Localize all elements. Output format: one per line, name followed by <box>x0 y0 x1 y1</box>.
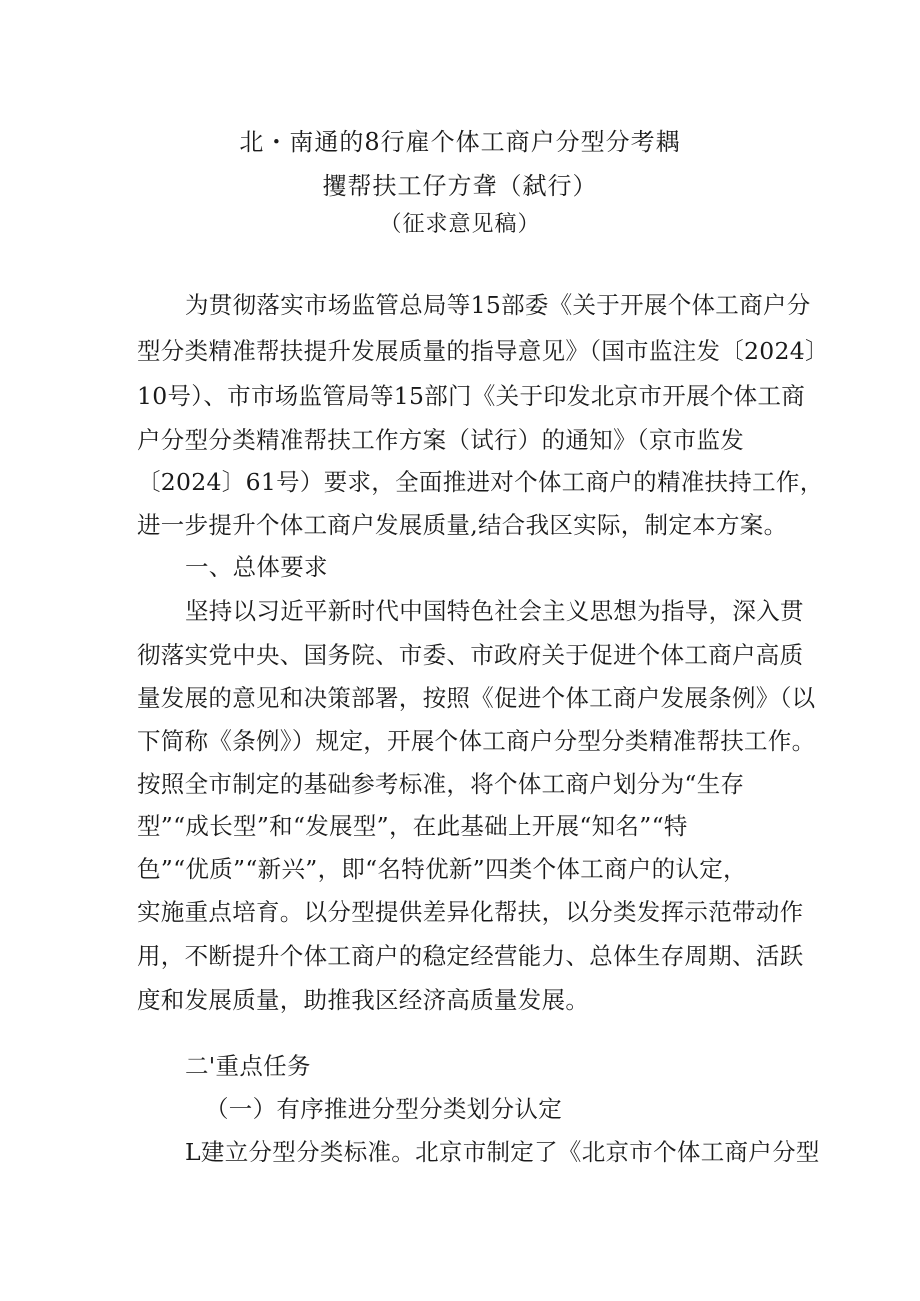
intro-line: 〔2024〕61号）要求，全面推进对个体工商户的精准扶持工作， <box>137 468 824 496</box>
section-heading-key-tasks: 二'重点任务 <box>185 1052 311 1080</box>
item-1-text: L建立分型分类标准。北京市制定了《北京市个体工商户分型 <box>185 1138 820 1166</box>
section1-body-line: 用，不断提升个体工商户的稳定经营能力、总体生存周期、活跃 <box>137 942 804 970</box>
document-title-line-1: 北・南通的8行雇个体工商户分型分考耦 <box>239 128 681 156</box>
subsection-heading-classification: （一）有序推进分型分类划分认定 <box>205 1095 562 1123</box>
section1-body-line: 色”“优质”“新兴”，即“名特优新”四类个体工商户的认定， <box>137 855 747 883</box>
document-subtitle-draft: （征求意见稿） <box>379 212 541 237</box>
intro-line: 10号）、市市场监管局等15部门《关于印发北京市开展个体工商 <box>137 382 806 410</box>
section1-body-line: 坚持以习近平新时代中国特色社会主义思想为指导，深入贯 <box>185 597 804 625</box>
section1-body-line: 彻落实党中央、国务院、市委、市政府关于促进个体工商户高质 <box>137 641 804 669</box>
intro-line: 型分类精准帮扶提升发展质量的指导意见》（国市监注发〔2024〕 <box>137 337 829 365</box>
document-title-line-2: 攫帮扶工仔方聋（弑行） <box>322 172 598 200</box>
section1-body-line: 按照全市制定的基础参考标准，将个体工商户划分为“生存 <box>137 770 745 798</box>
section1-body-line: 量发展的意见和决策部署，按照《促进个体工商户发展条例》（以 <box>137 684 816 712</box>
intro-line: 户分型分类精准帮扶工作方案（试行）的通知》（京市监发 <box>137 426 745 454</box>
section1-body-line: 型”“成长型”和“发展型”，在此基础上开展“知名”“特 <box>137 812 688 840</box>
intro-line: 为贯彻落实市场监管总局等15部委《关于开展个体工商户分 <box>185 291 811 319</box>
intro-line: 进一步提升个体工商户发展质量,结合我区实际，制定本方案。 <box>137 511 788 539</box>
section-heading-overall-requirements: 一、总体要求 <box>185 553 328 581</box>
section1-body-line: 实施重点培育。以分型提供差异化帮扶，以分类发挥示范带动作 <box>137 898 804 926</box>
section1-body-line: 度和发展质量，助推我区经济高质量发展。 <box>137 986 590 1014</box>
section1-body-line: 下简称《条例》）规定，开展个体工商户分型分类精准帮扶工作。 <box>137 727 816 755</box>
